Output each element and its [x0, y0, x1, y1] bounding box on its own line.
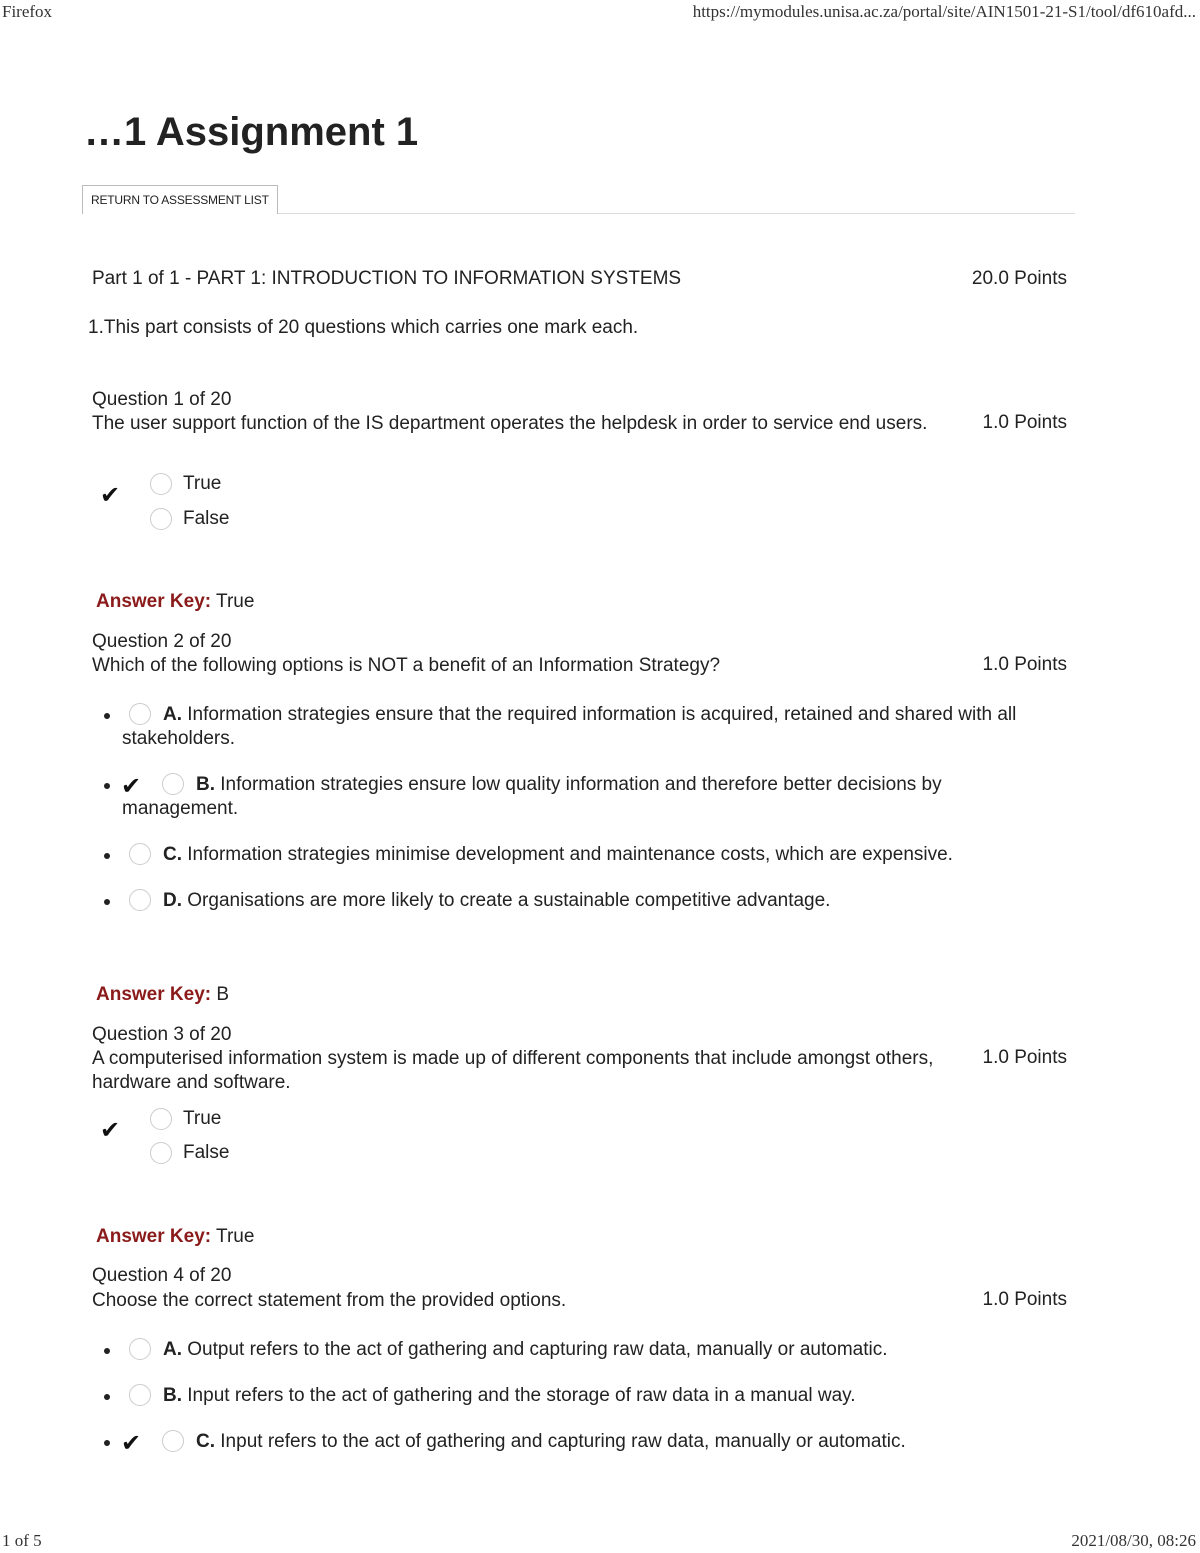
question-text: Which of the following options is NOT a benefit of an Information Strategy?: [92, 655, 721, 676]
answer-key-label: Answer Key:: [96, 591, 212, 612]
option-b-text: [122, 773, 1022, 821]
checkmark-icon: ✔: [121, 773, 142, 800]
option-letter: B.: [196, 774, 215, 795]
radio-option-c[interactable]: [162, 1430, 184, 1452]
option-letter: A.: [163, 704, 182, 725]
question-number: Question 4 of 20: [92, 1265, 232, 1286]
answer-key: [96, 1226, 254, 1248]
question-points: 1.0 Points: [982, 654, 1067, 675]
radio-true[interactable]: [150, 1108, 172, 1130]
list-bullet: [104, 713, 110, 719]
option-false-label: False: [183, 1142, 230, 1163]
option-true-label: True: [183, 1108, 222, 1129]
option-letter: D.: [163, 890, 182, 911]
list-bullet: [104, 1348, 110, 1354]
option-letter: A.: [163, 1339, 182, 1360]
option-letter: B.: [163, 1385, 182, 1406]
list-bullet: [104, 899, 110, 905]
option-b-text: [163, 1384, 1073, 1408]
option-c-text: [196, 1430, 1076, 1454]
question-text: A computerised information system is made up of different components that include amongst others, hardware and software.: [92, 1048, 934, 1093]
page-url: https://mymodules.unisa.ac.za/portal/site/AIN1501-21-S1/tool/df610afd...: [692, 2, 1196, 21]
option-text: Information strategies ensure that the required information is acquired, retained and shared with all stakeholders.: [122, 704, 1017, 749]
option-text: Information strategies minimise development and maintenance costs, which are expensive.: [187, 844, 953, 865]
option-c-text: [163, 843, 1073, 867]
option-a-text: [163, 1338, 1073, 1362]
option-text: Input refers to the act of gathering and the storage of raw data in a manual way.: [187, 1385, 856, 1406]
radio-option-d[interactable]: [129, 889, 151, 911]
checkmark-icon: ✔: [121, 1430, 142, 1457]
answer-key-label: Answer Key:: [96, 1226, 212, 1247]
answer-key-label: Answer Key:: [96, 984, 212, 1005]
question-points: 1.0 Points: [982, 1047, 1067, 1068]
radio-false[interactable]: [150, 1142, 172, 1164]
option-d-text: [163, 889, 1073, 913]
question-text: Choose the correct statement from the provided options.: [92, 1290, 567, 1311]
question-number: Question 3 of 20: [92, 1024, 232, 1045]
radio-option-c[interactable]: [129, 843, 151, 865]
answer-key: [96, 591, 254, 613]
question-points: 1.0 Points: [982, 1289, 1067, 1310]
part-points: 20.0 Points: [971, 268, 1067, 289]
option-letter: C.: [196, 1431, 215, 1452]
print-datetime: 2021/08/30, 08:26: [1071, 1531, 1196, 1550]
question-text: The user support function of the IS department operates the helpdesk in order to service end users.: [92, 413, 928, 434]
part-title: Part 1 of 1 - PART 1: INTRODUCTION TO INFORMATION SYSTEMS: [92, 268, 682, 289]
radio-option-b[interactable]: [129, 1384, 151, 1406]
option-text: Information strategies ensure low quality information and therefore better decisions by management.: [122, 774, 942, 819]
list-bullet: [104, 853, 110, 859]
question-number: Question 2 of 20: [92, 631, 232, 652]
list-bullet: [104, 1440, 110, 1446]
option-true-label: True: [183, 473, 222, 494]
question-number: Question 1 of 20: [92, 389, 232, 410]
list-bullet: [104, 783, 110, 789]
answer-key-value: B: [216, 984, 230, 1005]
option-letter: C.: [163, 844, 182, 865]
return-to-assessment-list-button[interactable]: RETURN TO ASSESSMENT LIST: [82, 185, 278, 214]
list-bullet: [104, 1394, 110, 1400]
checkmark-icon: ✔: [100, 482, 121, 509]
answer-key-value: True: [216, 1226, 255, 1247]
option-a-text: [122, 703, 1072, 751]
question-points: 1.0 Points: [982, 412, 1067, 433]
answer-key-value: True: [216, 591, 255, 612]
checkmark-icon: ✔: [100, 1117, 121, 1144]
page-title: …1 Assignment 1: [84, 110, 419, 154]
tab-bar: [82, 185, 1075, 214]
browser-name: Firefox: [2, 2, 53, 21]
radio-option-a[interactable]: [129, 1338, 151, 1360]
option-false-label: False: [183, 508, 230, 529]
option-text: Input refers to the act of gathering and capturing raw data, manually or automatic.: [220, 1431, 906, 1452]
answer-key: [96, 984, 229, 1006]
part-intro: 1.This part consists of 20 questions which carries one mark each.: [88, 317, 639, 338]
option-text: Organisations are more likely to create a sustainable competitive advantage.: [187, 890, 831, 911]
option-text: Output refers to the act of gathering and capturing raw data, manually or automatic.: [187, 1339, 888, 1360]
radio-false[interactable]: [150, 508, 172, 530]
radio-true[interactable]: [150, 473, 172, 495]
page-number: 1 of 5: [2, 1531, 42, 1550]
